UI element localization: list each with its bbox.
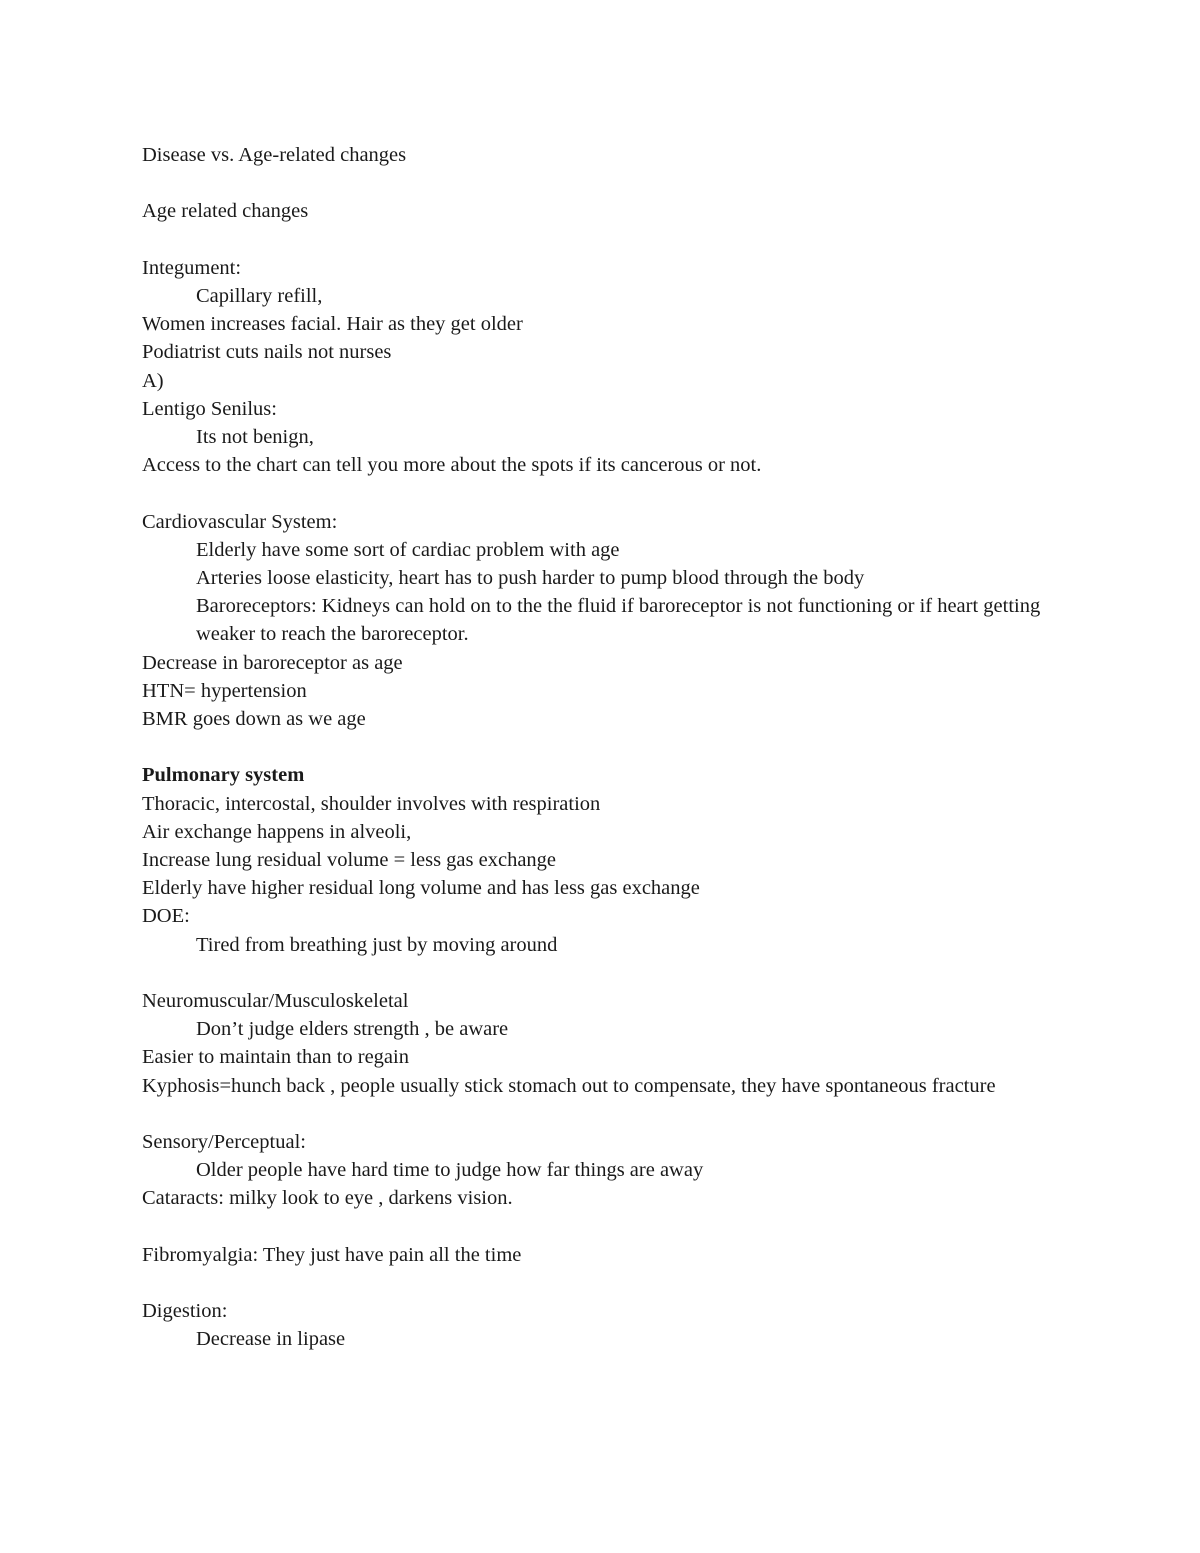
note-line: BMR goes down as we age [142, 708, 366, 731]
note-line: Elderly have higher residual long volume and has less gas exchange [142, 877, 700, 900]
note-line: DOE: [142, 905, 190, 928]
note-line: Cataracts: milky look to eye , darkens vision. [142, 1187, 513, 1210]
section-heading: Digestion: [142, 1300, 228, 1323]
note-line: Increase lung residual volume = less gas exchange [142, 849, 557, 872]
section-digestion [142, 1297, 1042, 1353]
section-heading: Pulmonary system [142, 764, 305, 787]
spacer [142, 1100, 1042, 1128]
spacer [142, 1213, 1042, 1241]
note-line: Easier to maintain than to regain [142, 1046, 409, 1069]
note-line: A) [142, 369, 164, 392]
note-line: Baroreceptors: Kidneys can hold on to the the fluid if baroreceptor is not functioning or if heart getting weaker to reach the baroreceptor. [196, 595, 1041, 646]
note-line: Air exchange happens in alveoli, [142, 820, 412, 843]
section-heading: Sensory/Perceptual: [142, 1131, 306, 1154]
section-pulmonary [142, 761, 1042, 958]
note-line: Don’t judge elders strength , be aware [196, 1018, 509, 1041]
spacer [142, 169, 1042, 197]
note-line: Arteries loose elasticity, heart has to push harder to pump blood through the body [196, 567, 865, 589]
note-line: Thoracic, intercostal, shoulder involves with respiration [142, 792, 601, 815]
note-line: Its not benign, [196, 426, 314, 448]
note-line: Elderly have some sort of cardiac problem with age [196, 538, 620, 561]
section-integument [142, 254, 1042, 480]
note-line: Decrease in lipase [196, 1328, 346, 1351]
spacer [142, 959, 1042, 987]
note-line: Women increases facial. Hair as they get older [142, 313, 523, 336]
section-cardiovascular [142, 508, 1042, 734]
spacer [142, 226, 1042, 254]
document-body [142, 141, 1042, 1354]
note-line: Kyphosis=hunch back , people usually stick stomach out to compensate, they have spontaneous fracture [142, 1074, 996, 1097]
section-heading: Cardiovascular System: [142, 510, 338, 533]
note-line: Older people have hard time to judge how far things are away [196, 1159, 704, 1182]
fibromyalgia-note: Fibromyalgia: They just have pain all the time [142, 1243, 522, 1266]
spacer [142, 479, 1042, 507]
section-heading: Neuromuscular/Musculoskeletal [142, 990, 409, 1013]
note-line: Tired from breathing just by moving around [196, 933, 558, 956]
note-line: Access to the chart can tell you more about the spots if its cancerous or not. [142, 454, 762, 477]
note-line: Lentigo Senilus: [142, 397, 277, 420]
section-neuromuscular [142, 987, 1042, 1100]
document-subtitle: Age related changes [142, 200, 309, 223]
note-line: Podiatrist cuts nails not nurses [142, 341, 392, 364]
note-line: Capillary refill, [196, 284, 323, 307]
note-line: Decrease in baroreceptor as age [142, 651, 403, 674]
section-sensory [142, 1128, 1042, 1213]
note-line: HTN= hypertension [142, 679, 307, 702]
spacer [142, 733, 1042, 761]
section-heading: Integument: [142, 256, 242, 279]
spacer [142, 1269, 1042, 1297]
document-title: Disease vs. Age-related changes [142, 144, 407, 166]
